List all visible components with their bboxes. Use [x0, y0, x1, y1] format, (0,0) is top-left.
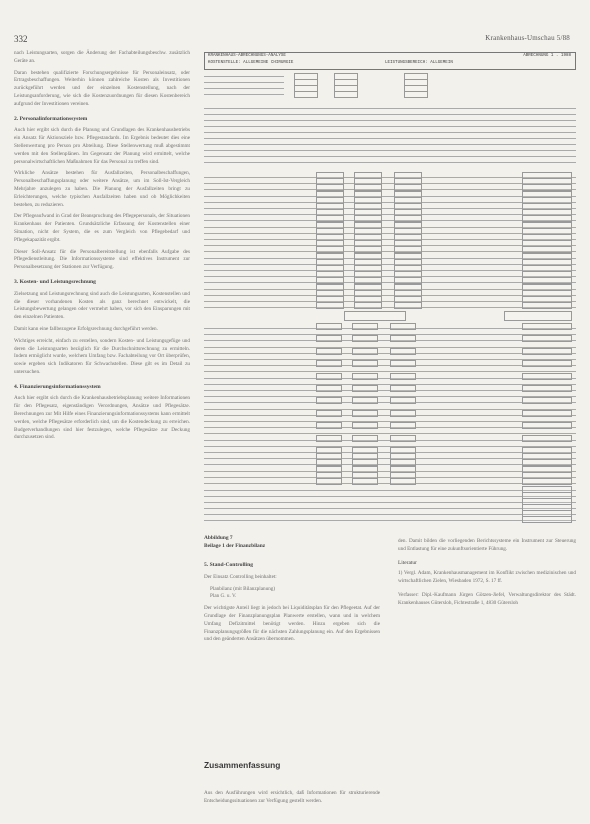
- form-value-box: [316, 410, 342, 417]
- form-value-box: [390, 373, 416, 380]
- section-heading-finanzierung: 4. Finanzierungsinformationssystem: [14, 383, 101, 390]
- form-value-box: [352, 348, 378, 355]
- form-value-box: [352, 335, 378, 342]
- form-value-box: [522, 348, 572, 355]
- form-value-box: [316, 435, 342, 442]
- form-title: KRANKENHAUS-ABRECHNUNGS-ANALYSE: [208, 54, 286, 58]
- form-value-box: [522, 385, 572, 392]
- form-rule: [204, 126, 576, 127]
- form-header-cell: [504, 311, 572, 321]
- form-value-box: [390, 422, 416, 429]
- section-heading-controlling: 5. Stand-Controlling: [204, 562, 254, 568]
- middle-text-column: [204, 562, 380, 648]
- form-value-box: [316, 335, 342, 342]
- form-rule: [204, 208, 576, 209]
- summary-text: Aus den Ausführungen wird ersichtlich, daß Informationen für strukturierende Entscheidungssituationen zur Verfügung gestellt werden.: [204, 790, 380, 804]
- form-value-box: [522, 373, 572, 380]
- page-number: 332: [14, 34, 28, 44]
- left-text-column: [14, 50, 190, 446]
- form-value-box: [352, 373, 378, 380]
- form-value-box: [522, 516, 572, 523]
- literature-heading: Literatur: [398, 559, 417, 566]
- form-rule: [204, 282, 576, 283]
- form-value-box: [522, 410, 572, 417]
- form-subtitle-right: LEISTUNGSBEREICH: ALLGEMEIN: [385, 61, 453, 65]
- form-value-box: [522, 335, 572, 342]
- report-form-figure: [204, 52, 576, 522]
- form-rule: [204, 508, 576, 509]
- form-rule: [204, 196, 576, 197]
- form-rule: [204, 227, 576, 228]
- section-heading-personal: 2. Personalinformationssystem: [14, 115, 88, 122]
- form-rule: [204, 276, 576, 277]
- form-value-box: [352, 397, 378, 404]
- form-rule: [204, 144, 576, 145]
- form-rule: [204, 138, 576, 139]
- form-value-box: [352, 422, 378, 429]
- form-value-box: [522, 323, 572, 330]
- form-value-box: [522, 360, 572, 367]
- right-text-column: [398, 538, 576, 612]
- form-value-box: [316, 323, 342, 330]
- form-rule: [204, 120, 576, 121]
- form-value-box: [390, 478, 416, 485]
- form-value-box: [390, 348, 416, 355]
- form-rule: [204, 245, 576, 246]
- running-head: Krankenhaus-Umschau 5/88: [485, 34, 570, 42]
- form-value-box: [522, 397, 572, 404]
- form-value-box: [390, 385, 416, 392]
- form-rule: [204, 258, 576, 259]
- form-rule: [204, 490, 576, 491]
- form-rule: [204, 94, 284, 95]
- form-value-box: [394, 302, 422, 309]
- author-note: Verfasser: Dipl.-Kaufmann Jürgen Götzen-Jiefel, Verwaltungsdirektor des Städt. Krankenhauses Gütersloh, Fichtestraße 1, 4830 Gütersloh: [398, 591, 576, 606]
- form-value-box: [390, 435, 416, 442]
- left-paragraph-4: Wirkliche Ansätze bestehen für Ausfallzeiten, Personalbeschaffungen, Personalbeschaffungsplanung oder weitere Ansätze, um im Soll-Ist-Vergleich Mehrjahre anzulegen zu haben. Die Planung der Ausfallzeiten bringt zu Erleichterungen, welche typischen Ausfallzeiten haben und ob Möglichkeiten bestehen, zu reduzieren.: [14, 170, 190, 208]
- form-rule: [204, 88, 284, 89]
- form-value-box: [316, 348, 342, 355]
- form-rule: [204, 251, 576, 252]
- caption-line-2: Beilage 1 der Finanzbilanz: [204, 543, 266, 549]
- form-rule: [204, 295, 576, 296]
- form-value-box: [352, 410, 378, 417]
- form-rule: [204, 202, 576, 203]
- form-rule: [204, 502, 576, 503]
- form-rule: [204, 114, 576, 115]
- form-value-box: [522, 422, 572, 429]
- left-paragraph-10: Auch hier ergibt sich durch die Krankenhausbetriebsplanung weitere Informationen für den Pflegesatz, eigenständigen Verordnungen, Ansätze und Pflegesätze. Berechnungen zur Mit Hilfe eines Finanzierungsinformationssystems kann ermittelt werden, welche Pflegesätze erforderlich sind, um die Kostendeckung zu erreichen. Budgetverhandlungen sind hier festzulegen, welche Pflegesätze zur Deckung durchzusetzen sind.: [14, 395, 190, 441]
- form-rule: [204, 177, 576, 178]
- form-rule: [204, 162, 576, 163]
- form-rule: [204, 520, 576, 521]
- left-paragraph-9: Wichtiges erreicht, einfach zu erstellen, sondern Kosten- und Leistungsgefüge und deren die Leistungsarten bezüglich für die Durchschnittsrechnung zu ermitteln. Indem ermöglicht wurde, welchem Umfang bzw. Fachabteilung vor Ort überprüfen, sowie ergeben sich Indikatoren für Schwachstellen. Diese gilt es im Detail zu untersuchen.: [14, 337, 190, 375]
- form-rule: [204, 270, 576, 271]
- form-value-box: [390, 397, 416, 404]
- middle-paragraph-3: Plan G. u. V.: [210, 593, 237, 600]
- form-rule: [204, 239, 576, 240]
- figure-caption: [204, 534, 265, 550]
- form-rule: [204, 233, 576, 234]
- literature-item-1: 1) Vergl. Adam, Krankenhausmanagement im Konflikt zwischen medizinischen und wirtschaftlichen Zielen, Wiesbaden 1972, S. 17 ff.: [398, 570, 576, 585]
- caption-line-1: Abbildung 7: [204, 535, 233, 541]
- form-value-box: [390, 323, 416, 330]
- form-rule: [204, 214, 576, 215]
- form-rule: [204, 183, 576, 184]
- form-value-box: [316, 478, 342, 485]
- form-rule: [204, 496, 576, 497]
- form-value-box: [390, 410, 416, 417]
- summary-heading: Zusammenfassung: [204, 760, 281, 770]
- form-value-box: [522, 302, 572, 309]
- form-value-box: [390, 360, 416, 367]
- form-rule: [204, 289, 576, 290]
- form-value-box: [316, 373, 342, 380]
- right-paragraph-1: den. Damit bilden die vorliegenden Berichtssysteme ein Instrument zur Steuerung und Entlastung für eine zukunftsorientierte Führung.: [398, 538, 576, 552]
- form-value-box: [522, 435, 572, 442]
- left-paragraph-5: Der Pflegeaufwand in Grad der Beanspruchung des Pflegepersonals, der Situationen Krankenhaus der Patienten. Grundsätzliche Erfassung der Kostenstellen einer Situation, nicht der System, die es zum Vergleich von Pflegebedarf und Pflegekapazität ergibt.: [14, 213, 190, 243]
- form-title-right: ABRECHNUNG 1 . 1988: [523, 54, 571, 58]
- form-rule: [204, 264, 576, 265]
- left-paragraph-3: Auch hier ergibt sich durch die Planung und Grundlagen des Krankenhausbetriebs ein Ansatz für Aktionsziele bzw. Pflegestandards. Im Ergebnis bedeutet dies eine Stellenwertung pro Person pro Abteilung. Diese Stellenwertung muß abgestimmt werden mit den Stellenplänen. Im Gegensatz der Planung wird ermittelt, welche personalwirtschaftlichen Maßnahmen für das Personal zu treffen sind.: [14, 127, 190, 165]
- form-rule: [204, 514, 576, 515]
- left-paragraph-8: Damit kann eine fallbezogene Erfolgsrechnung durchgeführt werden.: [14, 325, 158, 332]
- left-paragraph-2: Daran bestehen qualifizierte Forschungsergebnisse für Personaleinsatz, oder Ertragsbeschaffungen. Weiterhin können zahlreiche Kosten als Investitionen zurückgeführt werden und der einzelnen Kostenstellung, nach der Leistungsanforderung, wie sich die Kostenzuordnungen für diesen Kostenbereich aufgrund der Investitionen vereinen.: [14, 69, 190, 107]
- form-rule: [204, 132, 576, 133]
- form-rule: [204, 150, 576, 151]
- form-rule: [204, 301, 576, 302]
- form-value-box: [522, 478, 572, 485]
- left-paragraph-1: nach Leistungsarten, sorgen die Änderung der Fachabteilungsbeschw. zusätzlich Geräte an.: [14, 50, 190, 64]
- form-value-box: [390, 335, 416, 342]
- form-value-box: [352, 385, 378, 392]
- form-rule: [204, 156, 576, 157]
- form-header-box: [204, 52, 576, 70]
- middle-paragraph-1: Der Einsatz Controlling beinhaltet:: [204, 573, 277, 580]
- form-value-box: [352, 478, 378, 485]
- form-value-box: [316, 385, 342, 392]
- form-rule: [204, 189, 576, 190]
- form-subtitle: KOSTENSTELLE: ALLGEMEINE CHIRURGIE: [208, 61, 294, 65]
- left-paragraph-6: Dieser Soll-Ansatz für die Personalbereitstellung ist ebenfalls Aufgabe des Pflegedienstleitung. Die Informationssysteme sind effektives Instrument zur Personalbesetzung der Stationen zur Verfügung.: [14, 248, 190, 271]
- form-header-cell: [344, 311, 406, 321]
- form-value-box: [316, 397, 342, 404]
- form-rule: [204, 220, 576, 221]
- form-value-box: [316, 360, 342, 367]
- form-rule: [204, 82, 284, 83]
- form-rule: [204, 307, 576, 308]
- form-value-box: [352, 435, 378, 442]
- form-rule: [204, 76, 284, 77]
- left-paragraph-7: Zielsetzung und Leistungsrechnung sind auch die Leistungsarten, Kostenstellen und die dieser vorhandenen Kosten als ganz berechnet entwickelt, die Leistungsbewertung gelangen oder vermehrt haben, vor sich den Einsparungen mit den einzelnen Patienten.: [14, 290, 190, 321]
- form-value-box: [354, 302, 382, 309]
- form-value-box: [316, 422, 342, 429]
- form-value-box: [334, 91, 358, 98]
- middle-paragraph-4: Der wichtigste Anteil liegt in jedoch bei Liquiditätsplan für den Pflegeetat. Auf der Grundlage der Finanzplanungsplan Planwerte erstellen, wann und in welchem Umfang Defizitmittel benötigt werden. Hinzu ergeben sich die Finanzplanungsgrößen für die nächsten Zahlungsplanung ein. Auf den Ergebnissen und den geänderten Ansätzen übernommen.: [204, 605, 380, 643]
- form-value-box: [352, 323, 378, 330]
- middle-paragraph-2: Planbilanz (mit Bilanzplanung): [210, 585, 276, 592]
- form-value-box: [352, 360, 378, 367]
- form-value-box: [316, 302, 344, 309]
- section-heading-kosten: 3. Kosten- und Leistungsrechnung: [14, 278, 96, 285]
- form-value-box: [404, 91, 428, 98]
- form-value-box: [294, 91, 318, 98]
- form-grid: [204, 72, 576, 522]
- form-rule: [204, 108, 576, 109]
